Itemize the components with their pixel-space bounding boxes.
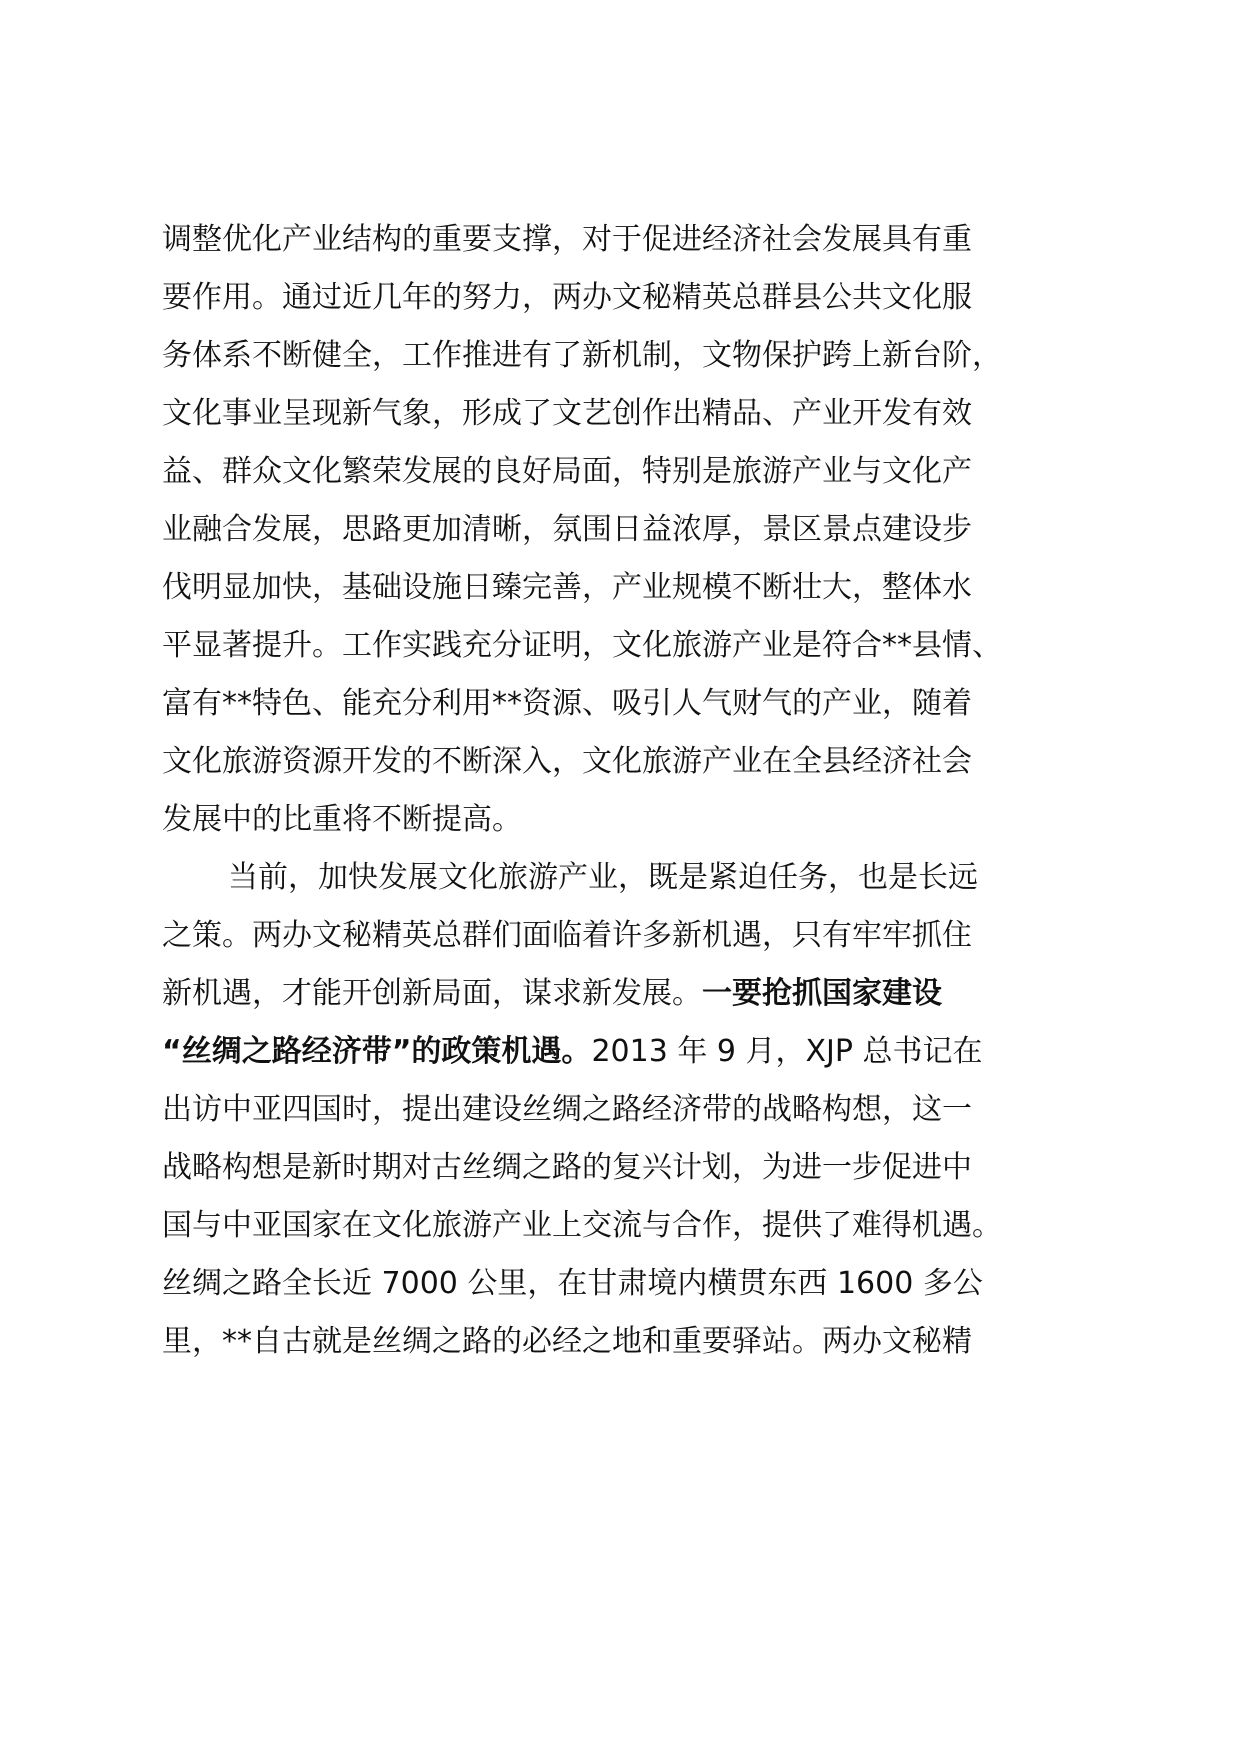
text-line — [162, 1148, 972, 1188]
text-run: 出访中亚四国时，提出建设丝绸之路经济带的战略构想，这一 — [162, 1092, 972, 1127]
text-line — [162, 336, 1002, 376]
text-line — [162, 742, 972, 782]
text-line — [162, 1090, 972, 1130]
text-run: 当前，加快发展文化旅游产业，既是紧迫任务，也是长远 — [228, 860, 978, 895]
text-run: 伐明显加快，基础设施日臻完善，产业规模不断壮大，整体水 — [162, 570, 972, 605]
text-line — [162, 1322, 972, 1362]
text-line — [162, 278, 972, 318]
text-line — [162, 684, 972, 724]
text-line — [162, 974, 942, 1014]
text-line — [228, 858, 978, 898]
text-run: 之策。两办文秘精英总群们面临着许多新机遇，只有牢牢抓住 — [162, 918, 972, 953]
text-run: 平显著提升。工作实践充分证明，文化旅游产业是符合**县情、 — [162, 628, 1002, 663]
text-line — [162, 626, 1002, 666]
text-run: 富有**特色、能充分利用**资源、吸引人气财气的产业，随着 — [162, 686, 972, 721]
text-run: 调整优化产业结构的重要支撑，对于促进经济社会发展具有重 — [162, 222, 972, 257]
text-line — [162, 568, 972, 608]
text-run: 2013 年 9 月，XJP 总书记在 — [591, 1034, 983, 1069]
text-line — [162, 916, 972, 956]
text-line — [162, 394, 972, 434]
bold-text-run: “丝绸之路经济带”的政策机遇。 — [162, 1034, 592, 1069]
text-run: 丝绸之路全长近 7000 公里，在甘肃境内横贯东西 1600 多公 — [162, 1266, 983, 1301]
text-run: 益、群众文化繁荣发展的良好局面，特别是旅游产业与文化产 — [162, 454, 972, 489]
text-run: 文化事业呈现新气象，形成了文艺创作出精品、产业开发有效 — [162, 396, 972, 431]
text-run: 战略构想是新时期对古丝绸之路的复兴计划，为进一步促进中 — [162, 1150, 972, 1185]
bold-text-run: 一要抢抓国家建设 — [702, 976, 942, 1011]
text-run: 业融合发展，思路更加清晰，氛围日益浓厚，景区景点建设步 — [162, 512, 972, 547]
text-run: 新机遇，才能开创新局面，谋求新发展。 — [162, 976, 702, 1011]
text-line — [162, 1206, 1002, 1246]
text-run: 国与中亚国家在文化旅游产业上交流与合作，提供了难得机遇。 — [162, 1208, 1002, 1243]
text-run: 务体系不断健全，工作推进有了新机制，文物保护跨上新台阶， — [162, 338, 1002, 373]
text-line — [162, 220, 972, 260]
text-line — [162, 452, 972, 492]
text-line — [162, 510, 972, 550]
text-line — [162, 1264, 983, 1304]
text-line — [162, 1032, 983, 1072]
text-run: 要作用。通过近几年的努力，两办文秘精英总群县公共文化服 — [162, 280, 972, 315]
text-run: 文化旅游资源开发的不断深入，文化旅游产业在全县经济社会 — [162, 744, 972, 779]
text-run: 里，**自古就是丝绸之路的必经之地和重要驿站。两办文秘精 — [162, 1324, 972, 1359]
text-line — [162, 800, 522, 840]
text-run: 发展中的比重将不断提高。 — [162, 802, 522, 837]
